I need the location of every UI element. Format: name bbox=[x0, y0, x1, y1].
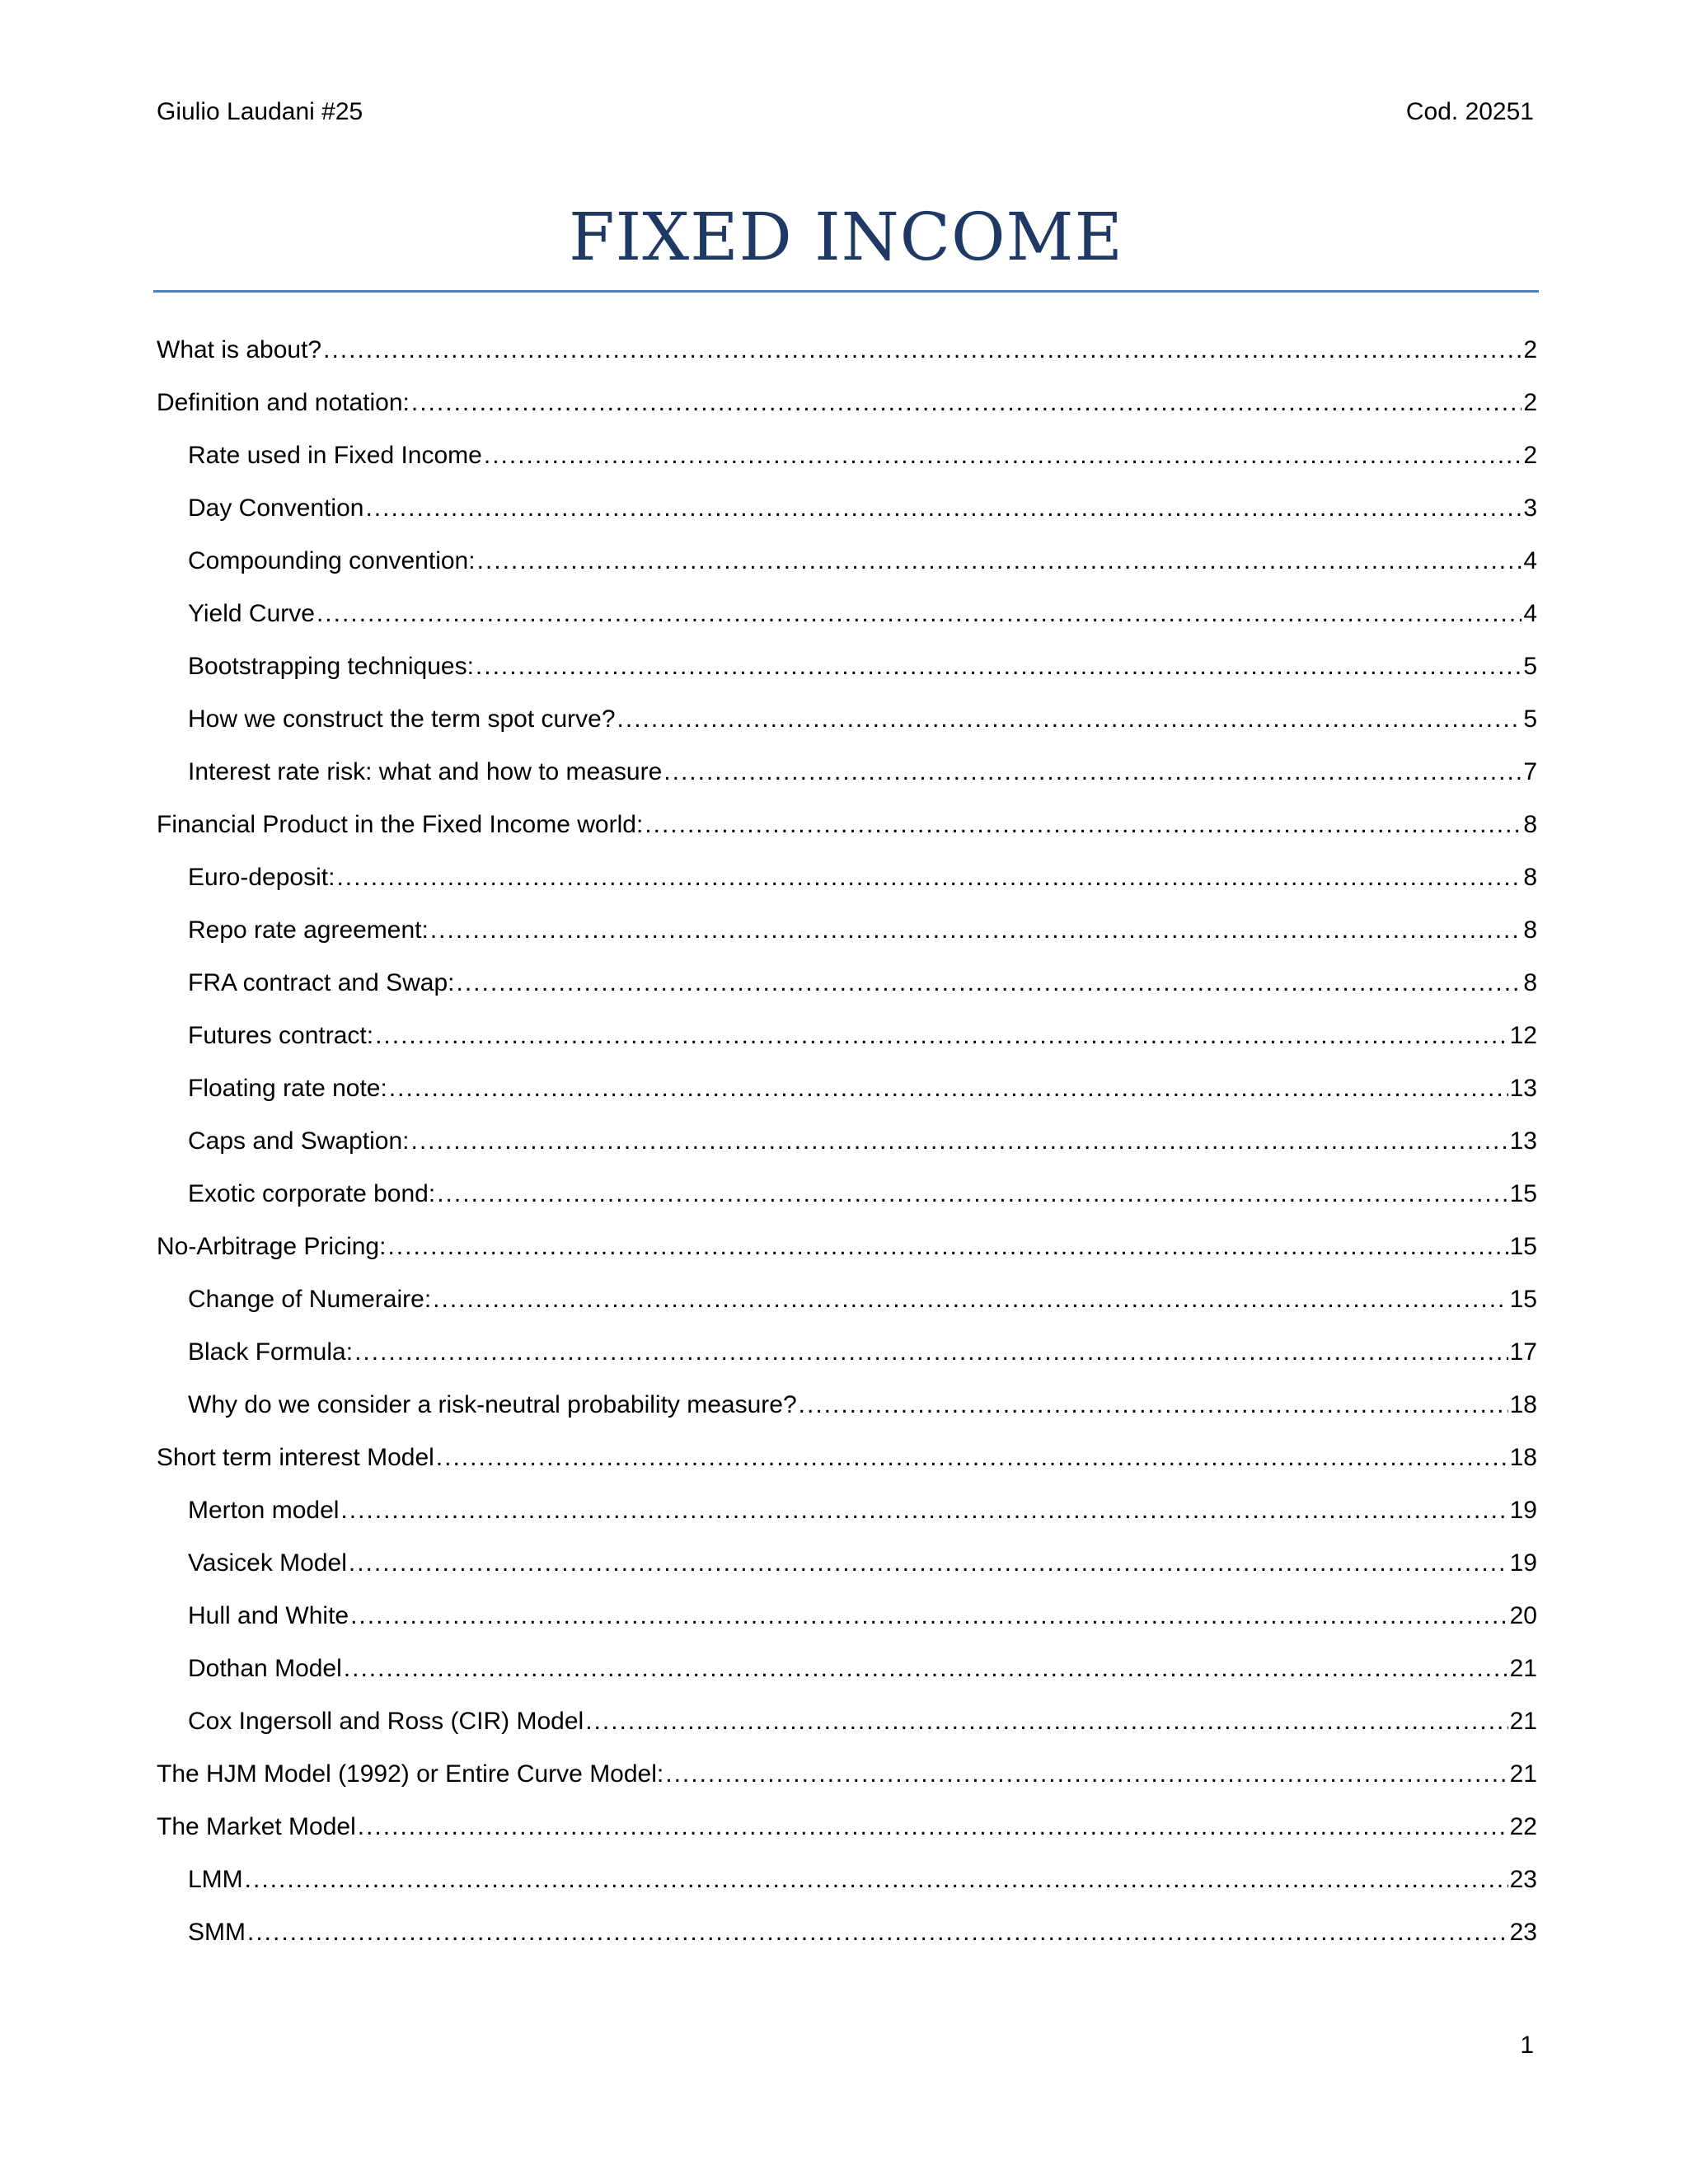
toc-entry-page[interactable]: 7 bbox=[1523, 758, 1537, 785]
toc-dot-leader bbox=[430, 914, 1522, 947]
toc-dot-leader bbox=[477, 545, 1522, 578]
header-course-code: Cod. 20251 bbox=[1405, 98, 1534, 125]
toc-dot-leader bbox=[316, 598, 1522, 630]
toc-entry-page[interactable]: 22 bbox=[1509, 1813, 1537, 1840]
toc-entry-page[interactable]: 8 bbox=[1523, 969, 1537, 996]
toc-dot-leader bbox=[350, 1600, 1508, 1633]
page-number: 1 bbox=[1520, 2032, 1534, 2059]
toc-entry-label[interactable]: Repo rate agreement: bbox=[188, 916, 429, 944]
toc-dot-leader bbox=[663, 756, 1522, 789]
toc-dot-leader bbox=[375, 1019, 1508, 1052]
toc-entry[interactable] bbox=[157, 387, 1537, 439]
toc-entry-label[interactable]: The HJM Model (1992) or Entire Curve Model: bbox=[157, 1760, 664, 1788]
toc-dot-leader bbox=[340, 1494, 1507, 1527]
toc-entry[interactable] bbox=[157, 967, 1537, 1019]
toc-entry-label[interactable]: LMM bbox=[188, 1866, 243, 1893]
toc-dot-leader bbox=[245, 1863, 1508, 1896]
toc-entry[interactable] bbox=[157, 1125, 1537, 1178]
toc-entry-label[interactable]: Bootstrapping techniques: bbox=[188, 653, 474, 680]
toc-entry-page[interactable]: 15 bbox=[1509, 1180, 1537, 1207]
toc-entry-label[interactable]: Compounding convention: bbox=[188, 547, 476, 574]
toc-entry[interactable] bbox=[157, 914, 1537, 967]
toc-dot-leader bbox=[411, 387, 1522, 419]
toc-entry[interactable] bbox=[157, 1019, 1537, 1072]
toc-entry-label[interactable]: Caps and Swaption: bbox=[188, 1127, 410, 1155]
toc-entry-label[interactable]: No-Arbitrage Pricing: bbox=[157, 1233, 387, 1260]
toc-dot-leader bbox=[247, 1916, 1508, 1949]
toc-entry-page[interactable]: 23 bbox=[1509, 1866, 1537, 1893]
toc-entry[interactable] bbox=[157, 1072, 1537, 1125]
toc-entry-label[interactable]: Day Convention bbox=[188, 494, 364, 522]
toc-entry-label[interactable]: Cox Ingersoll and Ross (CIR) Model bbox=[188, 1708, 584, 1735]
toc-entry[interactable] bbox=[157, 1547, 1537, 1600]
header-author: Giulio Laudani #25 bbox=[157, 98, 363, 125]
toc-entry-page[interactable]: 19 bbox=[1509, 1497, 1537, 1524]
toc-dot-leader bbox=[665, 1758, 1507, 1791]
toc-entry-label[interactable]: Black Formula: bbox=[188, 1338, 354, 1366]
toc-entry-label[interactable]: Definition and notation: bbox=[157, 389, 410, 416]
toc-entry[interactable] bbox=[157, 703, 1537, 756]
toc-dot-leader bbox=[476, 650, 1522, 683]
toc-entry-page[interactable]: 2 bbox=[1523, 389, 1537, 416]
toc-entry-page[interactable]: 5 bbox=[1523, 705, 1537, 733]
toc-entry-page[interactable]: 15 bbox=[1509, 1233, 1537, 1260]
toc-entry[interactable] bbox=[157, 1389, 1537, 1441]
toc-dot-leader bbox=[433, 1283, 1507, 1316]
toc-entry-page[interactable]: 8 bbox=[1523, 864, 1537, 891]
toc-entry-label[interactable]: How we construct the term spot curve? bbox=[188, 705, 616, 733]
toc-dot-leader bbox=[645, 808, 1522, 841]
toc-entry-label[interactable]: Interest rate risk: what and how to measure bbox=[188, 758, 663, 785]
toc-entry-page[interactable]: 8 bbox=[1523, 916, 1537, 944]
toc-entry[interactable] bbox=[157, 598, 1537, 650]
toc-entry[interactable] bbox=[157, 1811, 1537, 1863]
toc-entry[interactable] bbox=[157, 1178, 1537, 1230]
toc-dot-leader bbox=[411, 1125, 1508, 1158]
toc-entry[interactable] bbox=[157, 1283, 1537, 1336]
toc-entry-label[interactable]: Futures contract: bbox=[188, 1022, 374, 1049]
toc-dot-leader bbox=[799, 1389, 1508, 1422]
toc-entry-label[interactable]: Short term interest Model bbox=[157, 1444, 434, 1471]
toc-entry[interactable] bbox=[157, 439, 1537, 492]
toc-dot-leader bbox=[457, 967, 1522, 1000]
toc-entry-label[interactable]: FRA contract and Swap: bbox=[188, 969, 455, 996]
toc-entry-page[interactable]: 12 bbox=[1509, 1022, 1537, 1049]
toc-entry-label[interactable]: Change of Numeraire: bbox=[188, 1286, 432, 1313]
toc-entry[interactable] bbox=[157, 545, 1537, 598]
toc-entry-label[interactable]: Merton model bbox=[188, 1497, 340, 1524]
toc-dot-leader bbox=[436, 1441, 1508, 1474]
toc-dot-leader bbox=[617, 703, 1522, 736]
toc-dot-leader bbox=[344, 1652, 1508, 1685]
toc-entry[interactable] bbox=[157, 808, 1537, 861]
toc-entry-label[interactable]: Exotic corporate bond: bbox=[188, 1180, 436, 1207]
toc-entry-page[interactable]: 21 bbox=[1509, 1708, 1537, 1735]
toc-entry-page[interactable]: 17 bbox=[1509, 1338, 1537, 1366]
toc-entry-page[interactable]: 3 bbox=[1523, 494, 1537, 522]
toc-dot-leader bbox=[585, 1705, 1507, 1738]
toc-entry-page[interactable]: 18 bbox=[1509, 1391, 1537, 1418]
toc-entry-page[interactable]: 18 bbox=[1509, 1444, 1537, 1471]
toc-entry-page[interactable]: 20 bbox=[1509, 1602, 1537, 1629]
toc-dot-leader bbox=[389, 1072, 1508, 1105]
toc-entry[interactable] bbox=[157, 1494, 1537, 1547]
toc-dot-leader bbox=[354, 1336, 1508, 1369]
toc-entry-label[interactable]: Floating rate note: bbox=[188, 1075, 387, 1102]
toc-entry[interactable] bbox=[157, 650, 1537, 703]
toc-dot-leader bbox=[336, 861, 1522, 894]
toc-entry-page[interactable]: 2 bbox=[1523, 442, 1537, 469]
toc-dot-leader bbox=[437, 1178, 1507, 1211]
toc-entry-page[interactable]: 15 bbox=[1509, 1286, 1537, 1313]
toc-entry[interactable] bbox=[157, 1916, 1537, 1969]
table-of-contents bbox=[157, 334, 1537, 1969]
toc-entry[interactable] bbox=[157, 1705, 1537, 1758]
toc-entry-page[interactable]: 19 bbox=[1509, 1549, 1537, 1577]
toc-dot-leader bbox=[484, 439, 1522, 472]
toc-entry[interactable] bbox=[157, 1441, 1537, 1494]
toc-entry-page[interactable]: 2 bbox=[1523, 336, 1537, 363]
toc-entry-page[interactable]: 4 bbox=[1523, 547, 1537, 574]
toc-entry[interactable] bbox=[157, 1336, 1537, 1389]
toc-entry-label[interactable]: SMM bbox=[188, 1919, 246, 1946]
toc-entry-label[interactable]: Yield Curve bbox=[188, 600, 315, 627]
toc-entry-page[interactable]: 4 bbox=[1523, 600, 1537, 627]
toc-entry-page[interactable]: 5 bbox=[1523, 653, 1537, 680]
toc-entry-page[interactable]: 21 bbox=[1509, 1760, 1537, 1788]
toc-entry-label[interactable]: Why do we consider a risk-neutral probability measure? bbox=[188, 1391, 797, 1418]
toc-entry-label[interactable]: Dothan Model bbox=[188, 1655, 342, 1682]
toc-entry-label[interactable]: The Market Model bbox=[157, 1813, 356, 1840]
toc-entry[interactable] bbox=[157, 492, 1537, 545]
toc-dot-leader bbox=[365, 492, 1522, 525]
toc-entry-label[interactable]: Vasicek Model bbox=[188, 1549, 347, 1577]
toc-dot-leader bbox=[358, 1811, 1508, 1844]
toc-dot-leader bbox=[323, 334, 1522, 367]
toc-entry-page[interactable]: 23 bbox=[1509, 1919, 1537, 1946]
toc-entry-label[interactable]: Hull and White bbox=[188, 1602, 349, 1629]
toc-dot-leader bbox=[387, 1230, 1507, 1263]
toc-entry[interactable] bbox=[157, 1652, 1537, 1705]
toc-entry-label[interactable]: Rate used in Fixed Income bbox=[188, 442, 482, 469]
toc-entry[interactable] bbox=[157, 334, 1537, 387]
toc-entry[interactable] bbox=[157, 1758, 1537, 1811]
toc-entry[interactable] bbox=[157, 756, 1537, 808]
toc-entry-label[interactable]: Euro-deposit: bbox=[188, 864, 335, 891]
title-underline bbox=[153, 290, 1539, 293]
toc-entry-page[interactable]: 21 bbox=[1509, 1655, 1537, 1682]
toc-entry-page[interactable]: 8 bbox=[1523, 811, 1537, 838]
toc-dot-leader bbox=[349, 1547, 1508, 1580]
toc-entry[interactable] bbox=[157, 1600, 1537, 1652]
toc-entry[interactable] bbox=[157, 1863, 1537, 1916]
toc-entry[interactable] bbox=[157, 861, 1537, 914]
toc-entry-label[interactable]: What is about? bbox=[157, 336, 322, 363]
document-title: FIXED INCOME bbox=[569, 199, 1123, 275]
toc-entry-page[interactable]: 13 bbox=[1509, 1075, 1537, 1102]
toc-entry-page[interactable]: 13 bbox=[1509, 1127, 1537, 1155]
toc-entry[interactable] bbox=[157, 1230, 1537, 1283]
toc-entry-label[interactable]: Financial Product in the Fixed Income world: bbox=[157, 811, 644, 838]
